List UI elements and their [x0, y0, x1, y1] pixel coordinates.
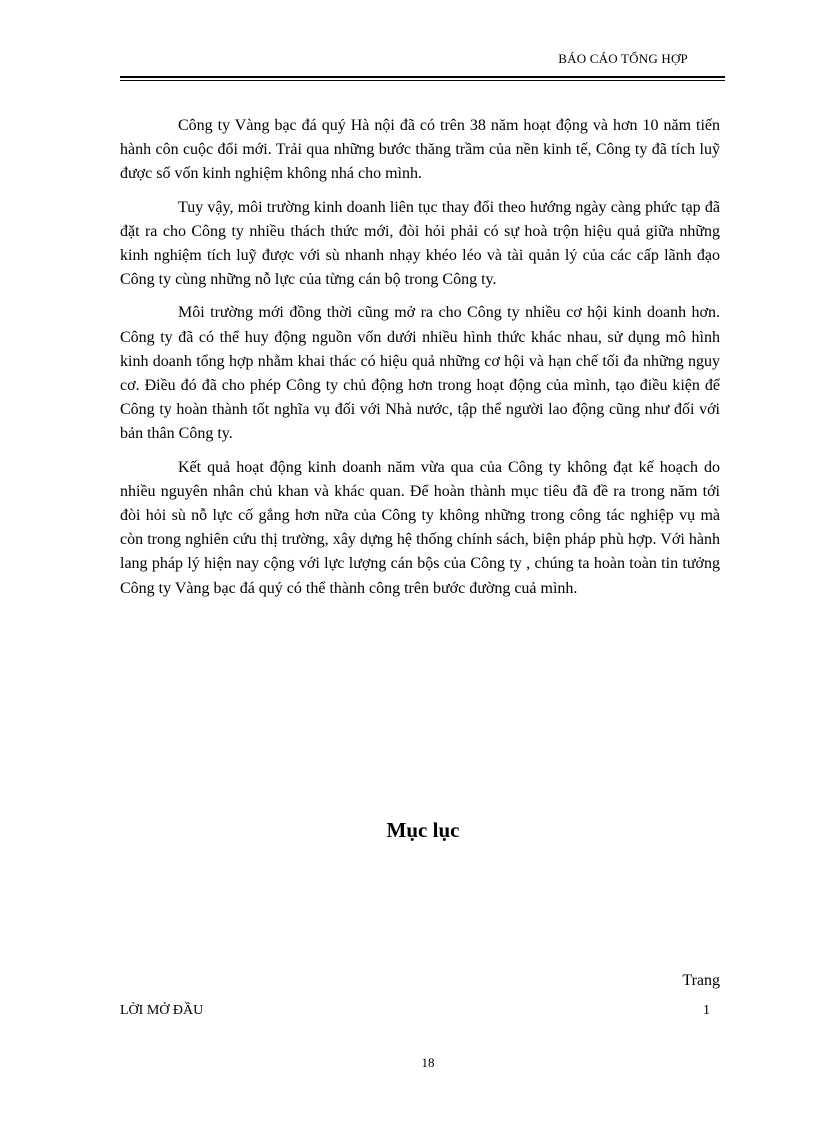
toc-entry-page: 1: [703, 1003, 710, 1018]
page-number: 18: [421, 1055, 435, 1070]
paragraph-4: Kết quả hoạt động kinh doanh năm vừa qua của Công ty không đạt kế hoạch do nhiều nguyên nhân chủ khan và khác quan. Để hoàn thành mục tiêu đã đề ra trong năm tới đòi hỏi sù nỗ lực cố gắng hơn nữa của Công ty không những trong công tác nghiệp vụ mà còn trong nghiên cứu thị trường, xây dựng hệ thống chính sách, biện pháp phù hợp. Với hành lang pháp lý hiện nay cộng với lực lượng cán bộs của Công ty , chúng ta hoàn toàn tin tưởng Công ty Vàng bạc đá quý có thể thành công trên bước đường cuả mình.: [120, 458, 720, 597]
paragraph-3: Môi trường mới đồng thời cũng mở ra cho Công ty nhiều cơ hội kinh doanh hơn. Công ty đã có thể huy động nguồn vốn dưới nhiều hình thức khác nhau, sử dụng mô hình kinh doanh tổng hợp nhằm khai thác có hiệu quả những cơ hội và hạn chế tối đa những nguy cơ. Điều đó đã cho phép Công ty chủ động hơn trong hoạt động của mình, tạo điều kiện để Công ty hoàn thành tốt nghĩa vụ đối với Nhà nước, tập thể người lao động cũng như đối với bản thân Công ty.: [120, 304, 720, 443]
header-rule: [120, 76, 725, 78]
toc-page-column-label: Trang: [682, 972, 720, 989]
toc-title: Mục lục: [386, 818, 460, 842]
running-header: BÁO CÁO TỔNG HỢP: [558, 51, 688, 66]
paragraph-2: Tuy vậy, môi trường kinh doanh liên tục thay đổi theo hướng ngày càng phức tạp đã đặt ra cho Công ty nhiều thách thức mới, đòi hỏi phải có sự hoà trộn hiệu quả giữa những kinh nghiệm tích luỹ được với sù nhanh nhạy khéo léo và tài quản lý của các cấp lãnh đạo Công ty cùng những nỗ lực của từng cán bộ trong Công ty.: [120, 198, 720, 289]
toc-entry-title: LỜI MỞ ĐẦU: [120, 1003, 204, 1018]
paragraph-1: Công ty Vàng bạc đá quý Hà nội đã có trên 38 năm hoạt động và hơn 10 năm tiến hành côn cuộc đổi mới. Trải qua những bước thăng trầm của nền kinh tế, Công ty đã tích luỹ được số vốn kinh nghiệm không nhá cho mình.: [120, 117, 720, 183]
body-text: [120, 114, 720, 610]
